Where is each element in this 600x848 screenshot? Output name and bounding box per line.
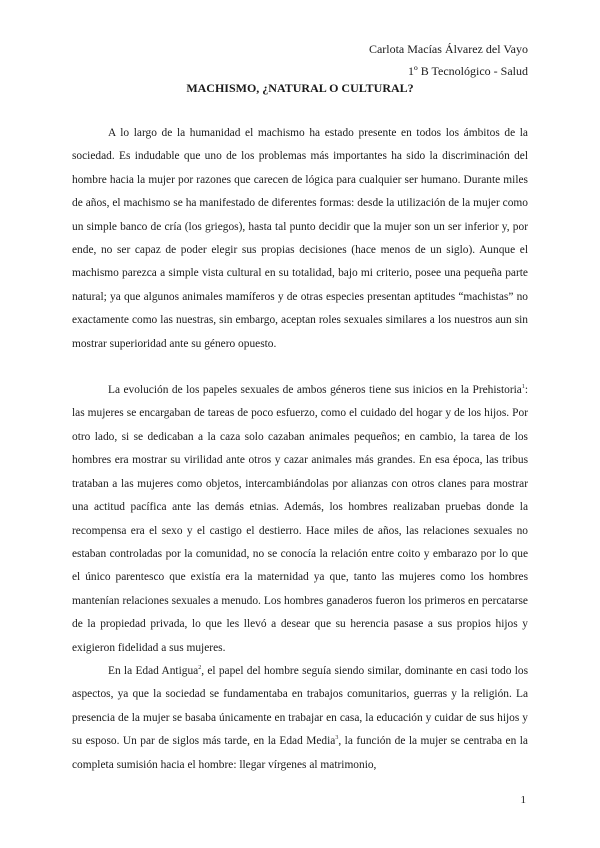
course-label: 1º B Tecnológico - Salud <box>408 64 528 78</box>
paragraph-3-text-c: , la función de la mujer se centraba en la completa sumisión hacia el hombre: llegar vírgenes al matrimonio, <box>72 735 528 771</box>
footnote-ref-1[interactable]: 1 <box>521 384 525 391</box>
paragraph-2-text-b: : las mujeres se encargaban de tareas de poco esfuerzo, como el cuidado del hogar y de los hijos. Por otro lado, si se dedicaban a la caza solo cazaban animales pequeños; en cambio, la tarea de los hombres era mostrar su virilidad ante otros y cazar animales más grandes. En esa época, las tribus trataban a las mujeres como objetos, intercambiándolas por alianzas con otros clanes para mostrar una actitud pacífica ante las demás etnias. Además, los hombres realizaban pruebas donde la recompensa era el sexo y el castigo el destierro. Hace miles de años, las relaciones sexuales no estaban controladas por la comunidad, no se conocía la relación entre coito y embarazo por lo que el único parentesco que existía era la maternidad ya que, tanto las mujeres como los hombres mantenían relaciones sexuales a menudo. Los hombres ganaderos fueron los primeros en percatarse de la propiedad privada, lo que les llevó a desear que su herencia pasase a sus propios hijos y exigieron fidelidad a sus mujeres. <box>72 384 528 654</box>
author-name: Carlota Macías Álvarez del Vayo <box>368 42 528 56</box>
paragraph-3-text-b: , el papel del hombre seguía siendo similar, dominante en casi todo los aspectos, ya que la sociedad se fundamentaba en trabajos comunitarios, guerras y la religión. La presencia de la mujer se basaba únicamente en trabajar en casa, la educación y cuidar de sus hijos y su esposo. Un par de siglos más tarde, en la Edad Media <box>72 664 528 748</box>
paragraph-1: A lo largo de la humanidad el machismo ha estado presente en todos los ámbitos de la sociedad. Es indudable que uno de los problemas más importantes ha sido la discriminación del hombre hacia la mujer por razones que carecen de lógica para cualquier ser humano. Durante miles de años, el machismo se ha manifestado de diferentes formas: desde la utilización de la mujer como un simple banco de cría (los griegos), hasta tal punto decidir que la mujer son un ser inferior y, por ende, no ser capaz de poder elegir sus propias decisiones (hace menos de un siglo). Aunque el machismo parezca a simple vista cultural en su totalidad, bajo mi criterio, posee una pequeña parte natural; ya que algunos animales mamíferos y de otras especies presentan aptitudes “machistas” no exactamente como las nuestras, sin embargo, aceptan roles sexuales similares a los nuestros aun sin mostrar superioridad ante su género opuesto. <box>72 127 528 350</box>
page-number: 1 <box>520 794 526 806</box>
paragraph-2-text-a: La evolución de los papeles sexuales de ambos géneros tiene sus inicios en la Prehistoria <box>108 384 522 397</box>
paragraph-3-text-a: En la Edad Antigua <box>108 664 199 677</box>
paragraph-2 <box>72 379 528 660</box>
footnote-ref-2[interactable]: 2 <box>198 665 202 672</box>
essay-body <box>72 122 528 777</box>
header <box>369 38 528 82</box>
paragraph-3 <box>72 660 528 777</box>
footnote-ref-3[interactable]: 3 <box>335 735 339 742</box>
essay-title: MACHISMO, ¿NATURAL O CULTURAL? <box>186 81 414 95</box>
